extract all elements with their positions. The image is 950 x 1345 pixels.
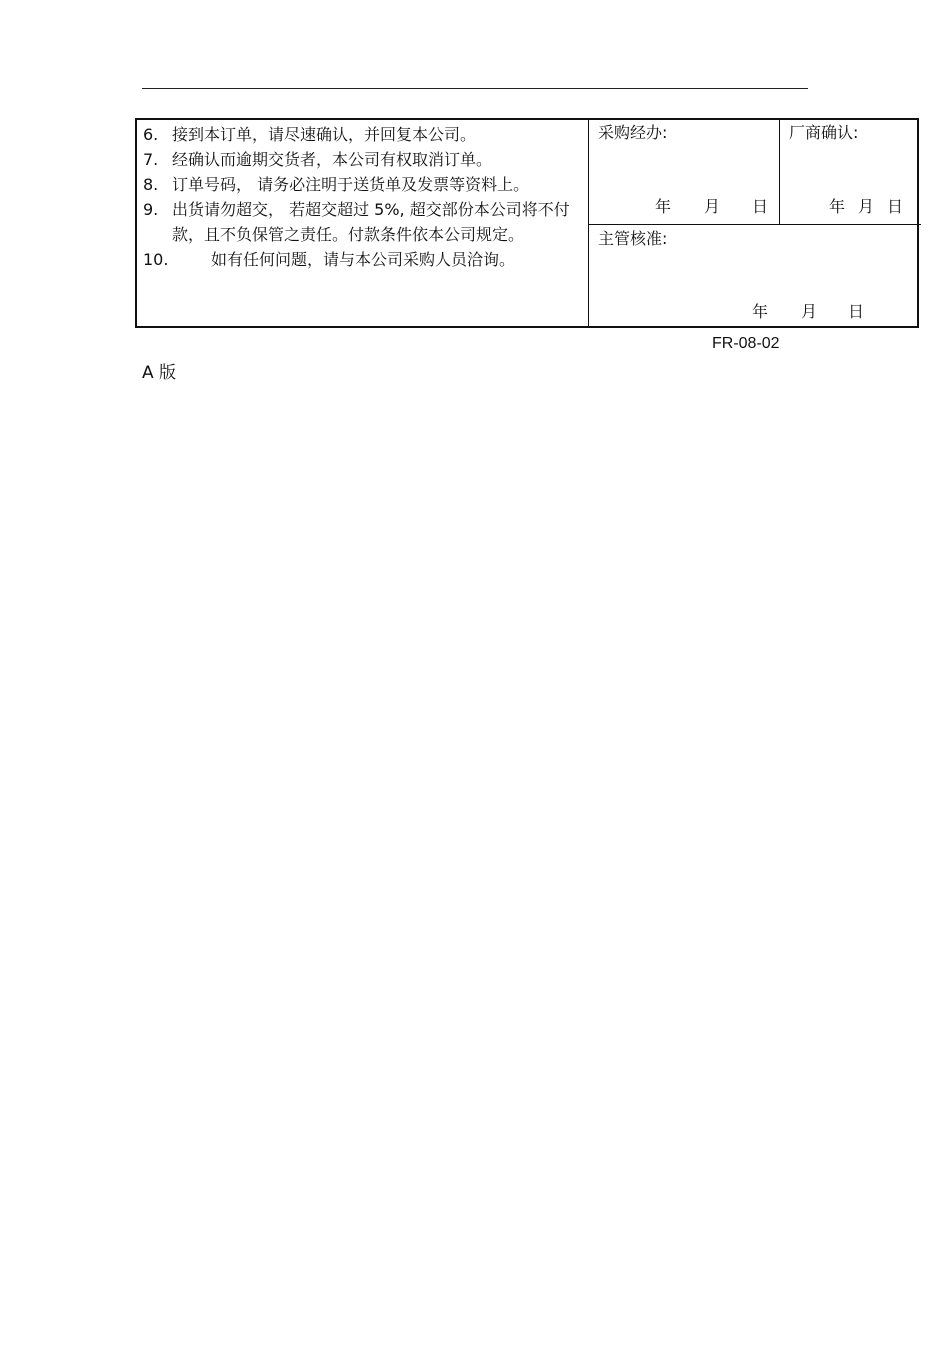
term-number: 8.	[143, 175, 159, 194]
term-item-6	[143, 122, 581, 147]
vendor-month-label: 月	[858, 197, 875, 216]
term-number: 6.	[143, 125, 159, 144]
term-number: 7.	[143, 150, 159, 169]
term-number: 9.	[143, 200, 159, 219]
term-item-9	[143, 197, 581, 247]
purchaser-day-label: 日	[752, 197, 769, 216]
purchaser-year-label: 年	[655, 197, 672, 216]
terms-list	[143, 122, 581, 272]
order-terms-form	[135, 118, 919, 328]
supervisor-year-label: 年	[752, 302, 769, 321]
divider-vertical-main	[588, 120, 589, 326]
term-text: 订单号码， 请务必注明于送货单及发票等资料上。	[172, 175, 530, 194]
term-text: 如有任何问题，请与本公司采购人员洽询。	[211, 250, 516, 269]
term-text: 接到本订单，请尽速确认，并回复本公司。	[172, 125, 477, 144]
term-text: 经确认而逾期交货者，本公司有权取消订单。	[172, 150, 493, 169]
term-item-7	[143, 147, 581, 172]
divider-vertical-right	[779, 120, 780, 224]
header-rule	[142, 88, 808, 89]
term-number: 10.	[143, 250, 169, 269]
divider-horizontal-right	[588, 224, 921, 225]
vendor-year-label: 年	[829, 197, 846, 216]
supervisor-day-label: 日	[848, 302, 865, 321]
purchaser-label: 采购经办:	[598, 123, 668, 142]
form-code: FR-08-02	[712, 335, 780, 352]
purchaser-month-label: 月	[704, 197, 721, 216]
vendor-day-label: 日	[887, 197, 904, 216]
term-item-8	[143, 172, 581, 197]
version-label: A 版	[142, 363, 177, 383]
supervisor-label: 主管核准:	[598, 229, 668, 248]
term-text: 出货请勿超交， 若超交超过 5%, 超交部份本公司将不付款，且不负保管之责任。付款条件依本公司规定。	[172, 200, 570, 244]
term-item-10	[143, 247, 581, 272]
vendor-label: 厂商确认:	[789, 123, 859, 142]
supervisor-month-label: 月	[801, 302, 818, 321]
